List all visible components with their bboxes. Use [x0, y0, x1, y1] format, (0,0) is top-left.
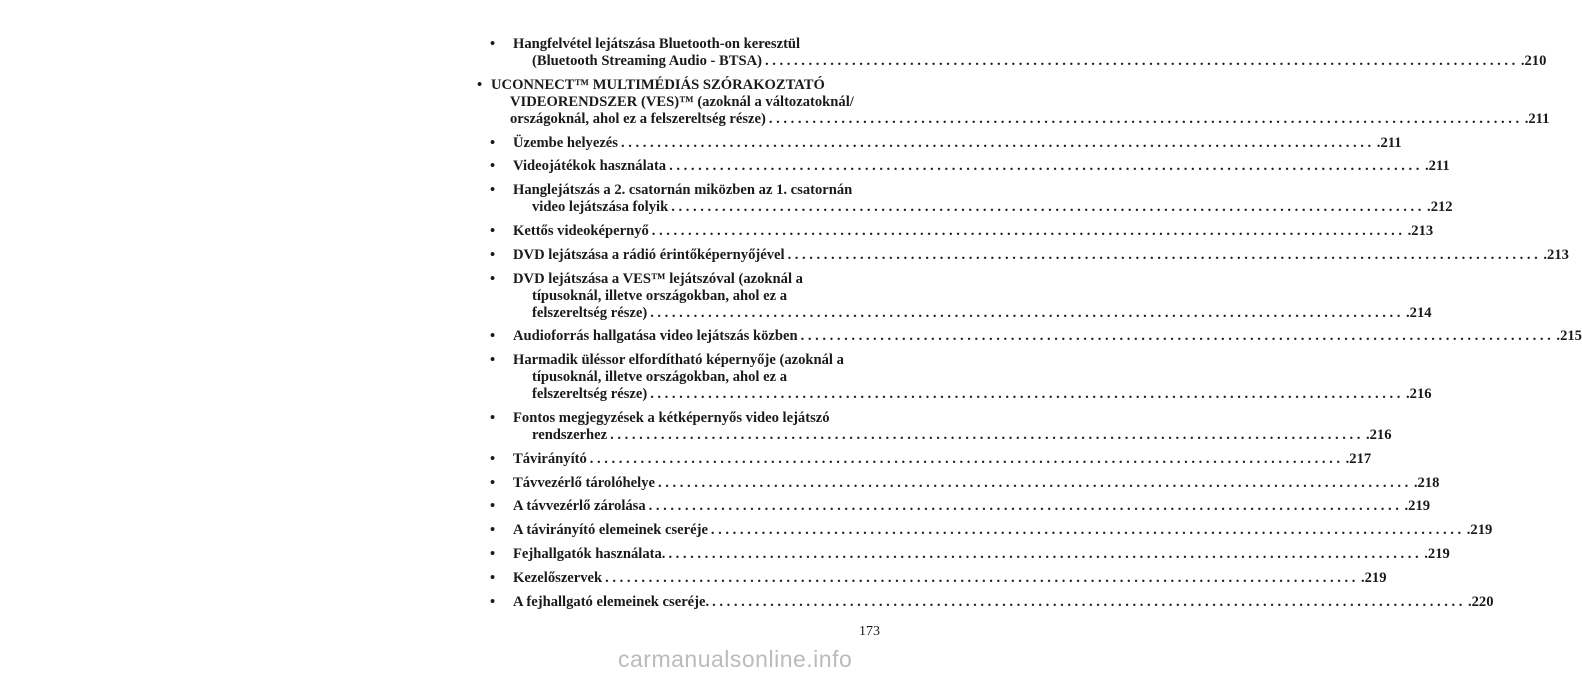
toc-line-text: rendszerhez [532, 426, 608, 443]
toc-entry-text [513, 158, 1450, 175]
leader-dots: ........................................................................................................ [589, 450, 1344, 467]
bullet-icon: • [490, 474, 496, 491]
leader-dots: ........................................................................................................ [648, 498, 1403, 515]
toc-entry [490, 522, 1493, 539]
toc-entry-text [513, 36, 1547, 70]
toc-line-text: országoknál, ahol ez a felszereltség része) [510, 110, 766, 127]
toc-line [513, 304, 1432, 322]
toc-entry [490, 409, 1392, 444]
toc-entry [490, 328, 1582, 345]
toc-line [513, 53, 1547, 70]
bullet-icon: • [490, 182, 496, 199]
leader-dots: ........................................................................................................ [765, 53, 1519, 69]
leader-dots: ........................................................................................................ [657, 474, 1412, 491]
bullet-icon: • [490, 222, 496, 239]
bullet-icon: • [490, 134, 496, 151]
leader-dots: ........................................................................................................ [671, 199, 1426, 216]
toc-entry-text [513, 270, 1432, 322]
toc-entry-text [513, 328, 1582, 345]
toc-entry [490, 222, 1434, 240]
toc-page-number[interactable]: .213 [1407, 222, 1434, 239]
bullet-icon: • [490, 409, 496, 426]
toc-line: Fontos megjegyzések a kétképernyős video lejátszó [513, 409, 830, 426]
leader-dots: ........................................................................................................ [712, 593, 1466, 610]
toc-entry-text [513, 498, 1431, 515]
toc-page-number[interactable]: .219 [1466, 522, 1493, 539]
toc-line [513, 222, 1434, 240]
leader-dots: ........................................................................................................ [620, 134, 1375, 151]
toc-line-text: felszereltség része) [532, 386, 648, 403]
leader-dots: ........................................................................................................ [669, 158, 1423, 175]
toc-entry [490, 545, 1450, 563]
bullet-icon: • [490, 36, 496, 52]
toc-entry-text [513, 593, 1494, 611]
bullet-icon: • [490, 270, 496, 287]
bullet-icon: • [490, 522, 496, 539]
toc-line [513, 246, 1569, 264]
toc-entry-text [513, 569, 1387, 587]
toc-line-text: A fejhallgató elemeinek cseréje. [513, 593, 710, 610]
leader-dots: ........................................................................................................ [787, 246, 1542, 263]
toc-entry-text [513, 352, 1432, 403]
toc-line [513, 328, 1582, 345]
toc-line: Hangfelvétel lejátszása Bluetooth-on keresztül [513, 36, 801, 52]
bullet-icon: • [490, 498, 496, 515]
toc-page-number[interactable]: .219 [1424, 545, 1450, 562]
leader-dots: ........................................................................................................ [651, 222, 1406, 239]
toc-entry-text [513, 182, 1453, 216]
toc-line-text: DVD lejátszása a rádió érintőképernyőjével [513, 246, 785, 263]
watermark: carmanualsonline.info [618, 646, 853, 672]
toc-page-number[interactable]: .219 [1360, 569, 1387, 586]
toc-entry [490, 158, 1450, 175]
leader-dots: ........................................................................................................ [710, 522, 1465, 539]
toc-entry [490, 450, 1372, 468]
bullet-icon: • [490, 352, 496, 369]
table-of-contents [474, 36, 1582, 617]
toc-line-text: Üzembe helyezés [513, 134, 618, 151]
toc-line: típusoknál, illetve országokban, ahol ez a [532, 287, 788, 304]
leader-dots: ........................................................................................................ [605, 569, 1359, 586]
toc-entry [490, 246, 1569, 264]
toc-entry [490, 474, 1440, 492]
toc-page-number[interactable]: .220 [1467, 593, 1494, 610]
toc-entry-text [513, 545, 1450, 563]
bullet-icon: • [490, 593, 496, 610]
bullet-icon: • [477, 76, 483, 93]
toc-line [513, 498, 1431, 515]
toc-page-number[interactable]: .216 [1365, 426, 1392, 443]
toc-line [513, 474, 1440, 492]
toc-entry [490, 569, 1387, 587]
toc-line-text: Távirányító [513, 450, 587, 467]
toc-page-number[interactable]: .217 [1345, 450, 1372, 467]
toc-line [513, 426, 1392, 444]
toc-entry [490, 593, 1494, 611]
toc-line-text: A távirányító elemeinek cseréje [513, 522, 708, 539]
toc-line-text: Kettős videoképernyő [513, 222, 649, 239]
toc-entry-text [513, 474, 1440, 492]
toc-page-number[interactable]: .212 [1427, 199, 1453, 216]
toc-entry-text [513, 134, 1402, 152]
toc-line [513, 593, 1494, 611]
toc-line: Hanglejátszás a 2. csatornán miközben az 1. csatornán [513, 182, 853, 199]
document-page [351, 0, 1582, 678]
toc-entry [474, 76, 1550, 128]
leader-dots: ........................................................................................................ [650, 386, 1405, 403]
toc-page-number[interactable]: .211 [1424, 158, 1450, 175]
toc-line-text: (Bluetooth Streaming Audio - BTSA) [532, 53, 763, 69]
toc-entry [490, 352, 1432, 403]
leader-dots: ........................................................................................................ [650, 304, 1405, 321]
toc-entry-text [513, 222, 1434, 240]
toc-line [513, 450, 1372, 468]
toc-line-text: Fejhallgatók használata. [513, 545, 666, 562]
toc-line-text: Audioforrás hallgatása video lejátszás közben [513, 328, 798, 345]
bullet-icon: • [490, 569, 496, 586]
toc-page-number[interactable]: .218 [1413, 474, 1440, 491]
toc-entry-text [513, 409, 1392, 444]
toc-line [513, 134, 1402, 152]
leader-dots: ........................................................................................................ [610, 426, 1364, 443]
toc-line-text: Távvezérlő tárolóhelye [513, 474, 655, 491]
toc-line: UCONNECT™ MULTIMÉDIÁS SZÓRAKOZTATÓ [491, 76, 825, 93]
toc-page-number[interactable]: .214 [1406, 304, 1432, 321]
toc-line [513, 569, 1387, 587]
bullet-icon: • [490, 328, 496, 345]
toc-entry [490, 36, 1547, 70]
bullet-icon: • [490, 246, 496, 263]
toc-entry [490, 134, 1402, 152]
toc-entry [490, 498, 1431, 515]
toc-page-number[interactable]: .219 [1404, 498, 1431, 515]
toc-line-text: video lejátszása folyik [532, 199, 669, 216]
left-margin [0, 0, 351, 678]
toc-entry-text [513, 246, 1569, 264]
toc-entry-text [513, 522, 1493, 539]
toc-page-number[interactable]: .211 [1376, 134, 1402, 151]
toc-entry-text [513, 450, 1372, 468]
toc-entry-text [491, 76, 1550, 128]
leader-dots: ........................................................................................................ [668, 545, 1423, 562]
toc-entry [490, 182, 1453, 216]
toc-line-text: A távvezérlő zárolása [513, 498, 646, 515]
toc-entry [490, 270, 1432, 322]
toc-line [513, 386, 1432, 403]
bullet-icon: • [490, 158, 496, 175]
toc-line [513, 545, 1450, 563]
toc-line: típusoknál, illetve országokban, ahol ez a [532, 369, 788, 386]
toc-page-number[interactable]: .210 [1520, 53, 1547, 69]
page-number: 173 [859, 624, 880, 639]
bullet-icon: • [490, 545, 496, 562]
toc-line-text: Videojátékok használata [513, 158, 667, 175]
toc-line: VIDEORENDSZER (VES)™ (azoknál a változatoknál/ [510, 93, 854, 110]
leader-dots: ........................................................................................................ [768, 110, 1523, 127]
toc-line [491, 110, 1550, 128]
toc-line [513, 158, 1450, 175]
bullet-icon: • [490, 450, 496, 467]
toc-page-number[interactable]: .213 [1543, 246, 1569, 263]
toc-line: Harmadik üléssor elfordítható képernyője (azoknál a [513, 352, 844, 369]
toc-page-number[interactable]: .215 [1556, 328, 1582, 345]
toc-page-number[interactable]: .211 [1524, 110, 1550, 127]
leader-dots: ........................................................................................................ [800, 328, 1555, 345]
toc-line-text: felszereltség része) [532, 304, 648, 321]
toc-line-text: Kezelőszervek [513, 569, 603, 586]
toc-line [513, 522, 1493, 539]
toc-page-number[interactable]: .216 [1406, 386, 1432, 403]
toc-line: DVD lejátszása a VES™ lejátszóval (azoknál a [513, 270, 803, 287]
toc-line [513, 199, 1453, 216]
